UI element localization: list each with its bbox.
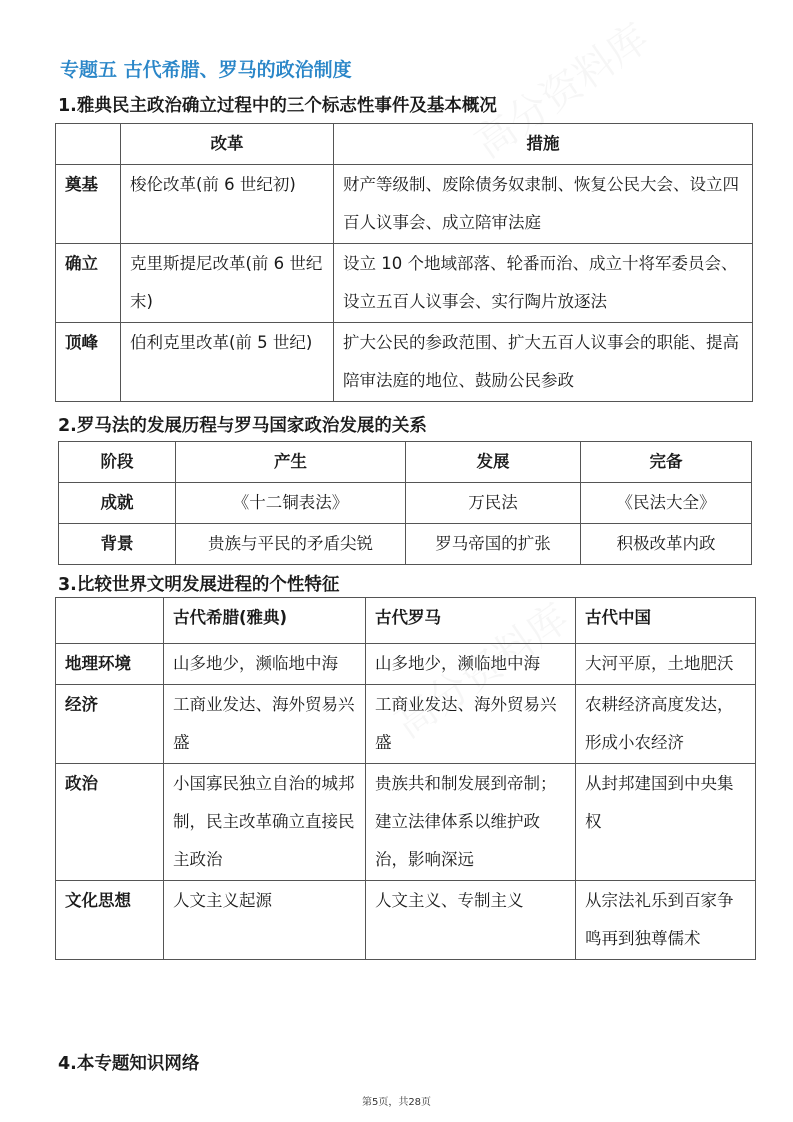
table-row [56,644,756,685]
table-row [56,685,756,764]
table-cell: 农耕经济高度发达，形成小农经济 [576,685,756,764]
section-1-heading: 1.雅典民主政治确立过程中的三个标志性事件及基本概况 [58,96,497,116]
header-cell: 古代中国 [576,598,756,644]
header-cell: 产生 [176,442,406,483]
table-cell: 罗马帝国的扩张 [406,524,581,565]
table-header-row [56,124,753,165]
table-header-row [56,598,756,644]
table-cell: 人文主义起源 [164,881,366,960]
table-cell: 梭伦改革(前 6 世纪初) [121,165,334,244]
table-row [56,165,753,244]
header-cell: 阶段 [59,442,176,483]
roman-law-table [58,441,752,565]
table-row [56,323,753,402]
table-cell: 《民法大全》 [581,483,752,524]
table-row [56,764,756,881]
table-cell: 克里斯提尼改革(前 6 世纪末) [121,244,334,323]
civilization-table [55,597,756,960]
table-cell: 从封邦建国到中央集权 [576,764,756,881]
table-cell: 万民法 [406,483,581,524]
table-cell: 山多地少，濒临地中海 [164,644,366,685]
table-cell: 财产等级制、废除债务奴隶制、恢复公民大会、设立四百人议事会、成立陪审法庭 [334,165,753,244]
table-cell: 山多地少，濒临地中海 [366,644,576,685]
row-label: 确立 [56,244,121,323]
header-cell: 措施 [334,124,753,165]
table-cell: 工商业发达、海外贸易兴盛 [164,685,366,764]
table-row [56,244,753,323]
table-cell: 积极改革内政 [581,524,752,565]
table-cell: 《十二铜表法》 [176,483,406,524]
reform-table [55,123,753,402]
header-cell [56,124,121,165]
section-4-heading: 4.本专题知识网络 [58,1054,200,1074]
row-label: 经济 [56,685,164,764]
header-cell: 改革 [121,124,334,165]
table-cell: 扩大公民的参政范围、扩大五百人议事会的职能、提高陪审法庭的地位、鼓励公民参政 [334,323,753,402]
row-label: 背景 [59,524,176,565]
row-label: 奠基 [56,165,121,244]
table-cell: 贵族共和制发展到帝制；建立法律体系以维护政治，影响深远 [366,764,576,881]
row-label: 地理环境 [56,644,164,685]
table-cell: 设立 10 个地域部落、轮番而治、成立十将军委员会、设立五百人议事会、实行陶片放逐法 [334,244,753,323]
header-cell [56,598,164,644]
table-cell: 大河平原，土地肥沃 [576,644,756,685]
header-cell: 古代希腊(雅典) [164,598,366,644]
table-cell: 伯利克里改革(前 5 世纪) [121,323,334,402]
header-cell: 古代罗马 [366,598,576,644]
table-row [59,483,752,524]
table-header-row [59,442,752,483]
row-label: 政治 [56,764,164,881]
row-label: 顶峰 [56,323,121,402]
page-title: 专题五 古代希腊、罗马的政治制度 [60,59,352,81]
header-cell: 完备 [581,442,752,483]
table-cell: 贵族与平民的矛盾尖锐 [176,524,406,565]
table-cell: 人文主义、专制主义 [366,881,576,960]
table-row [56,881,756,960]
header-cell: 发展 [406,442,581,483]
page-number: 第5页，共28页 [361,1097,432,1108]
row-label: 成就 [59,483,176,524]
table-cell: 小国寡民独立自治的城邦制，民主改革确立直接民主政治 [164,764,366,881]
table-row [59,524,752,565]
table-cell: 工商业发达、海外贸易兴盛 [366,685,576,764]
row-label: 文化思想 [56,881,164,960]
table-cell: 从宗法礼乐到百家争鸣再到独尊儒术 [576,881,756,960]
section-3-heading: 3.比较世界文明发展进程的个性特征 [58,575,340,595]
section-2-heading: 2.罗马法的发展历程与罗马国家政治发展的关系 [58,416,427,436]
